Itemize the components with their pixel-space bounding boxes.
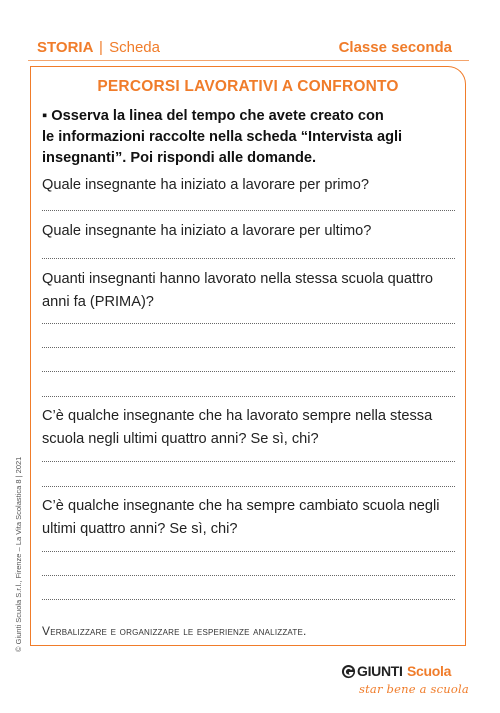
- answer-line[interactable]: [42, 551, 455, 552]
- answer-line[interactable]: [42, 396, 455, 397]
- answer-line[interactable]: [42, 210, 455, 211]
- footer-note: Verbalizzare e organizzare le esperienze analizzate.: [42, 624, 307, 638]
- subject-label: STORIA: [37, 39, 93, 56]
- instructions-line-3: insegnanti”. Poi rispondi alle domande.: [42, 150, 317, 166]
- sheet-type-label: Scheda: [109, 39, 160, 56]
- answer-line[interactable]: [42, 461, 455, 462]
- instructions-line-1: ▪ Osserva la linea del tempo che avete creato con: [42, 108, 384, 124]
- answer-line[interactable]: [42, 258, 455, 259]
- logo-scuola-text: Scuola: [407, 663, 452, 679]
- instructions: [42, 106, 452, 169]
- question-4: C’è qualche insegnante che ha lavorato sempre nella stessa scuola negli ultimi quattro anni? Se sì, chi?: [42, 408, 433, 447]
- header-subject: [37, 39, 160, 56]
- worksheet-title: PERCORSI LAVORATIVI A CONFRONTO: [97, 78, 399, 95]
- header-divider: [28, 60, 469, 61]
- question-3: Quanti insegnanti hanno lavorato nella stessa scuola quattro anni fa (PRIMA)?: [42, 271, 434, 310]
- logo-tagline: star bene a scuola: [359, 682, 469, 696]
- giunti-g-icon: [341, 664, 356, 679]
- answer-line[interactable]: [42, 599, 455, 600]
- logo-giunti-text: GIUNTI: [357, 663, 403, 679]
- class-label: Classe seconda: [338, 39, 452, 56]
- answer-line[interactable]: [42, 347, 455, 348]
- answer-line[interactable]: [42, 371, 455, 372]
- worksheet-frame-bottom: [30, 645, 466, 646]
- answer-line[interactable]: [42, 486, 455, 487]
- question-5: C’è qualche insegnante che ha sempre cambiato scuola negli ultimi quattro anni? Se sì, chi?: [42, 498, 440, 537]
- question-1: Quale insegnante ha iniziato a lavorare per primo?: [42, 177, 369, 193]
- copyright-credit: © Giunti Scuola S.r.l., Firenze – La Vita Scolastica 8 | 2021: [14, 456, 23, 652]
- header-separator: |: [99, 39, 103, 56]
- question-2: Quale insegnante ha iniziato a lavorare per ultimo?: [42, 223, 372, 239]
- answer-line[interactable]: [42, 575, 455, 576]
- answer-line[interactable]: [42, 323, 455, 324]
- giunti-scuola-logo: [341, 662, 471, 702]
- instructions-line-2: le informazioni raccolte nella scheda “Intervista agli: [42, 129, 403, 145]
- bullet-icon: ▪: [42, 108, 48, 124]
